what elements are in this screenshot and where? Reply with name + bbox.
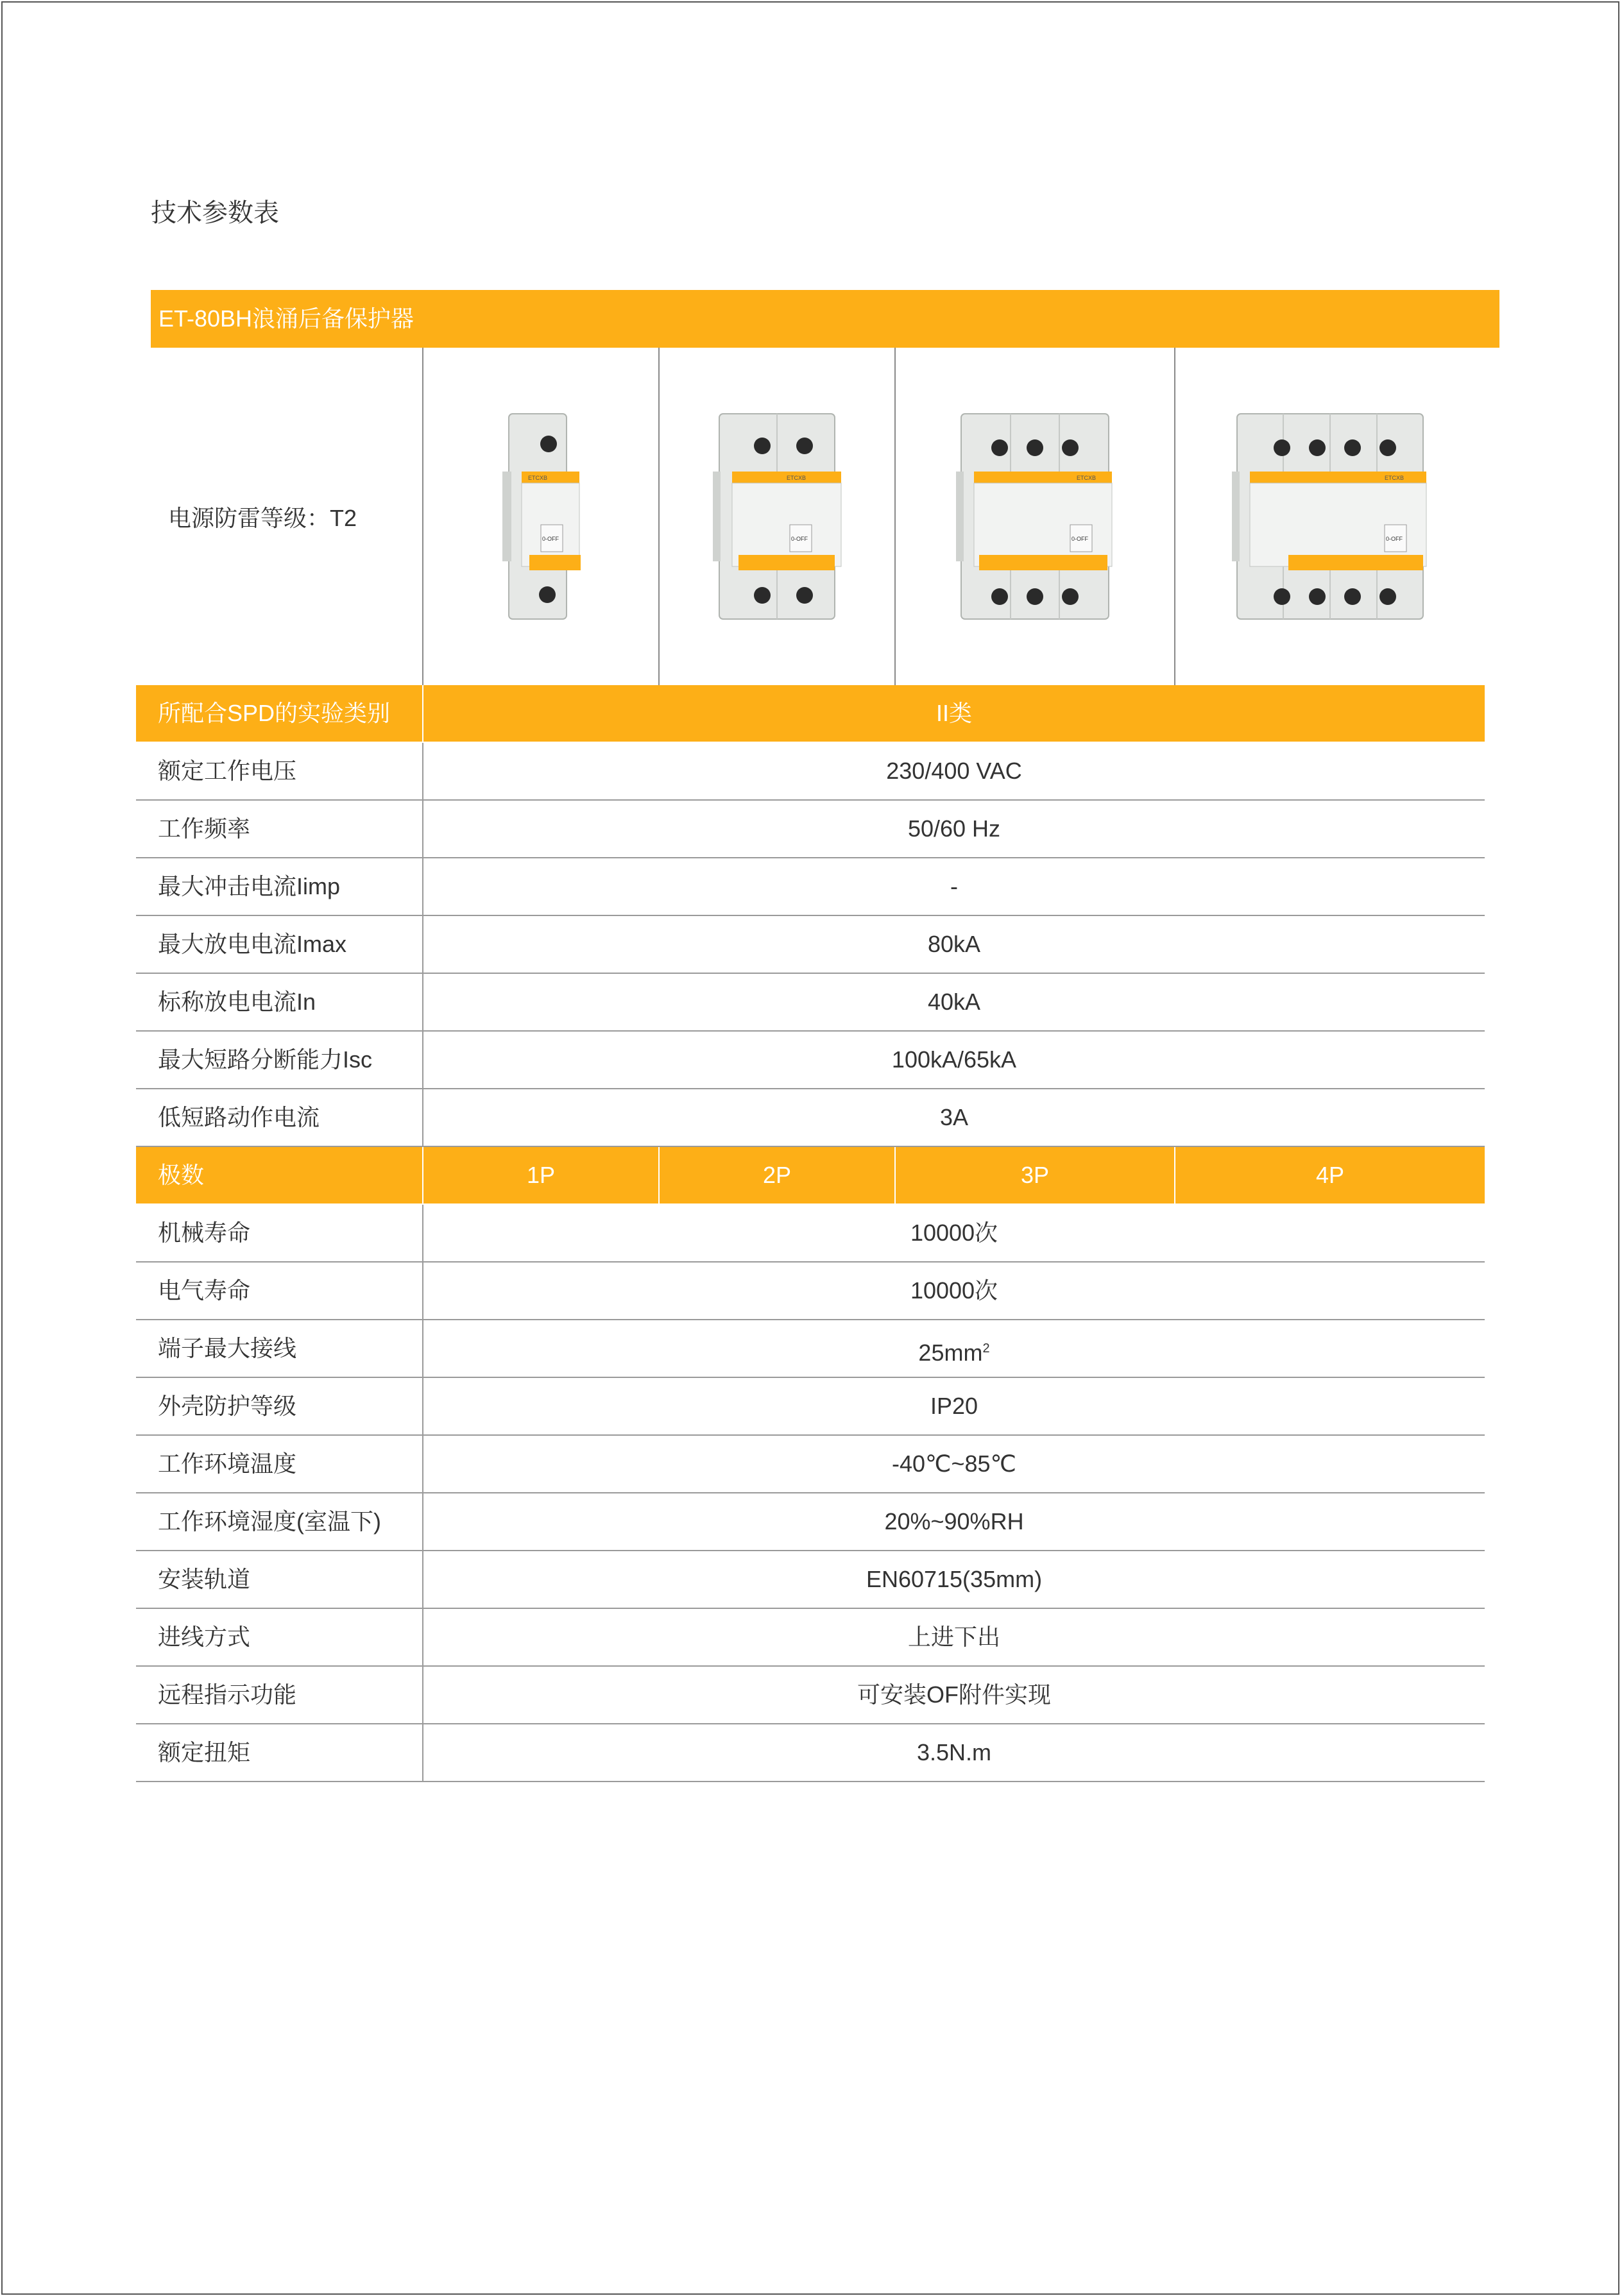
product-3p-image [894, 348, 1174, 685]
spec-value: 3.5N.m [422, 1724, 1485, 1781]
svg-text:ETCXB: ETCXB [1385, 475, 1404, 481]
product-4p-image [1174, 348, 1485, 685]
spec-label: 机械寿命 [158, 1220, 251, 1246]
svg-text:0-OFF: 0-OFF [1071, 536, 1088, 542]
spec-row [136, 1609, 1485, 1667]
spec-label: 低短路动作电流 [158, 1104, 320, 1130]
pole-1p: 1P [422, 1147, 658, 1203]
spec-value: 20%~90%RH [422, 1493, 1485, 1550]
product-2p-image [658, 348, 894, 685]
svg-text:0-OFF: 0-OFF [542, 536, 559, 542]
spd-class-label: 所配合SPD的实验类别 [158, 700, 391, 726]
spec-label: 端子最大接线 [158, 1335, 297, 1361]
spec-row [136, 858, 1485, 916]
spec-label: 工作环境温度 [158, 1450, 297, 1477]
spec-row [136, 1263, 1485, 1320]
product-header: ET-80BH浪涌后备保护器 [151, 290, 1499, 348]
spec-label: 标称放电电流In [158, 989, 316, 1015]
spec-label: 额定扭矩 [158, 1739, 251, 1765]
breaker-4p-icon [1231, 411, 1430, 622]
spec-label: 远程指示功能 [158, 1681, 297, 1708]
spec-label: 工作环境湿度(室温下) [158, 1508, 381, 1535]
breaker-3p-icon [955, 411, 1115, 622]
spec-label: 外壳防护等级 [158, 1393, 297, 1419]
spec-value [422, 1320, 1485, 1377]
spec-value: 100kA/65kA [422, 1032, 1485, 1088]
terminal-size-value: 25mm [918, 1339, 983, 1366]
poles-label: 极数 [158, 1162, 205, 1188]
spec-row [136, 974, 1485, 1032]
svg-text:ETCXB: ETCXB [787, 475, 807, 481]
spec-value: 上进下出 [422, 1609, 1485, 1665]
spec-row [136, 1089, 1485, 1147]
spec-row [136, 1205, 1485, 1263]
breaker-1p-icon [496, 411, 586, 622]
spec-value: 40kA [422, 974, 1485, 1030]
spec-label: 工作频率 [158, 815, 251, 842]
spec-row [136, 1551, 1485, 1609]
spec-value: IP20 [422, 1378, 1485, 1434]
spec-value: 230/400 VAC [422, 743, 1485, 799]
spec-label: 最大放电电流Imax [158, 931, 347, 957]
breaker-2p-icon [710, 411, 844, 622]
spec-value: EN60715(35mm) [422, 1551, 1485, 1608]
spec-table [136, 685, 1485, 1782]
spec-value: -40℃~85℃ [422, 1436, 1485, 1492]
spd-class-row [136, 685, 1485, 743]
spec-label: 进线方式 [158, 1624, 251, 1650]
spec-value: - [422, 858, 1485, 915]
pole-4p: 4P [1174, 1147, 1485, 1203]
spec-label: 额定工作电压 [158, 758, 297, 784]
spec-row [136, 743, 1485, 801]
spec-value: 10000次 [422, 1205, 1485, 1261]
pole-2p: 2P [658, 1147, 894, 1203]
spd-class-value: II类 [422, 685, 1485, 742]
product-1p-image [422, 348, 658, 685]
spec-label: 电气寿命 [158, 1277, 251, 1304]
spec-row [136, 1667, 1485, 1724]
page-title: 技术参数表 [151, 199, 279, 227]
spec-row [136, 1436, 1485, 1493]
spec-row [136, 916, 1485, 974]
spec-label: 最大短路分断能力Isc [158, 1046, 373, 1073]
spec-value: 3A [422, 1089, 1485, 1146]
product-image-row [136, 348, 1485, 685]
spec-row [136, 1032, 1485, 1089]
lightning-class-label: 电源防雷等级：T2 [168, 504, 357, 531]
spec-row [136, 1378, 1485, 1436]
svg-text:ETCXB: ETCXB [528, 475, 548, 481]
spec-value: 10000次 [422, 1263, 1485, 1319]
svg-text:0-OFF: 0-OFF [791, 536, 808, 542]
spec-row [136, 1493, 1485, 1551]
svg-text:ETCXB: ETCXB [1077, 475, 1097, 481]
spec-row [136, 801, 1485, 858]
spec-label: 最大冲击电流Iimp [158, 873, 341, 899]
spec-value: 可安装OF附件实现 [422, 1667, 1485, 1723]
poles-row [136, 1147, 1485, 1205]
spec-row [136, 1724, 1485, 1782]
spec-value: 50/60 Hz [422, 801, 1485, 857]
svg-text:0-OFF: 0-OFF [1386, 536, 1403, 542]
spec-row [136, 1320, 1485, 1378]
spec-label: 安装轨道 [158, 1566, 251, 1592]
terminal-size-superscript: 2 [982, 1341, 990, 1356]
pole-3p: 3P [894, 1147, 1174, 1203]
spec-value: 80kA [422, 916, 1485, 973]
